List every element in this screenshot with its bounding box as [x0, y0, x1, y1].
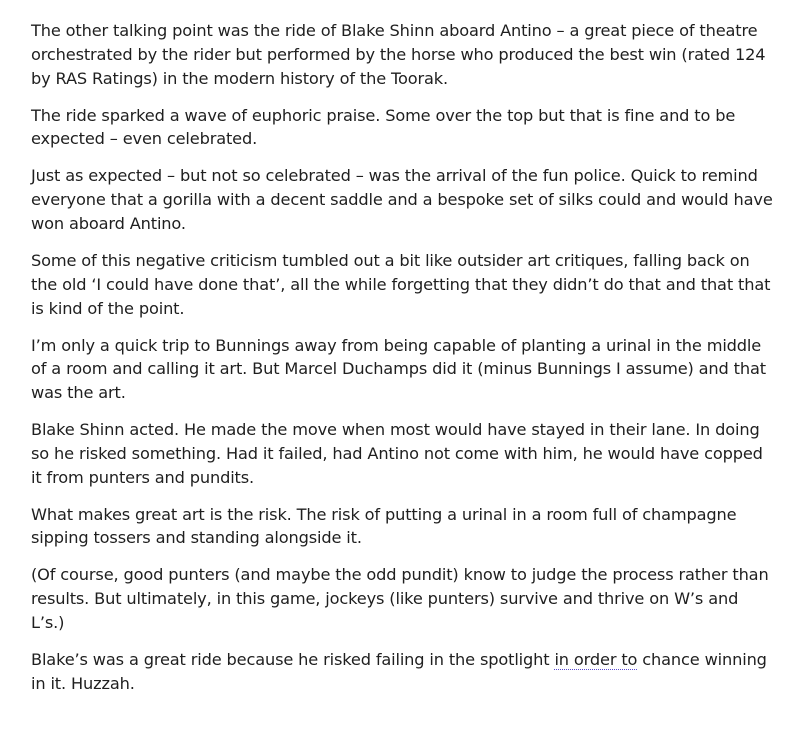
paragraph-8: (Of course, good punters (and maybe the odd pundit) know to judge the process rather than results. But ultimately, in this game, jockeys (like punters) survive and thrive on W’s and L’s.) — [31, 565, 769, 633]
grammar-suggestion-flag[interactable]: in order to — [554, 650, 638, 670]
paragraph-9-text-start: Blake’s was a great ride because he risked failing in the spotlight — [31, 650, 555, 670]
paragraph-1: The other talking point was the ride of Blake Shinn aboard Antino – a great piece of theatre orchestrated by the rider but performed by the horse who produced the best win (rated 124 by RAS Ratings) in the modern history of the Toorak. — [31, 21, 766, 88]
paragraph-2: The ride sparked a wave of euphoric praise. Some over the top but that is fine and to be expected – even celebrated. — [31, 105, 736, 149]
paragraph-6: Blake Shinn acted. He made the move when most would have stayed in their lane. In doing so he risked something. Had it failed, had Antino not come with him, he would have copped it from punters and pundits. — [31, 420, 763, 487]
paragraph-9-text-end: chance winning in it. Huzzah. — [31, 650, 767, 693]
paragraph-9 — [31, 648, 776, 696]
paragraph-5: I’m only a quick trip to Bunnings away from being capable of planting a urinal in the middle of a room and calling it art. But Marcel Duchamps did it (minus Bunnings I assume) and that was the art. — [31, 335, 766, 403]
paragraph-4: Some of this negative criticism tumbled out a bit like outsider art critiques, falling back on the old ‘I could have done that’, all the while forgetting that they didn’t do that and that that is kind of the point. — [31, 250, 771, 318]
paragraph-7: What makes great art is the risk. The risk of putting a urinal in a room full of champagne sipping tossers and standing alongside it. — [31, 504, 737, 548]
paragraph-3: Just as expected – but not so celebrated – was the arrival of the fun police. Quick to remind everyone that a gorilla with a decent saddle and a bespoke set of silks could and would have won aboard Antino. — [31, 166, 773, 233]
document-body — [31, 19, 776, 709]
